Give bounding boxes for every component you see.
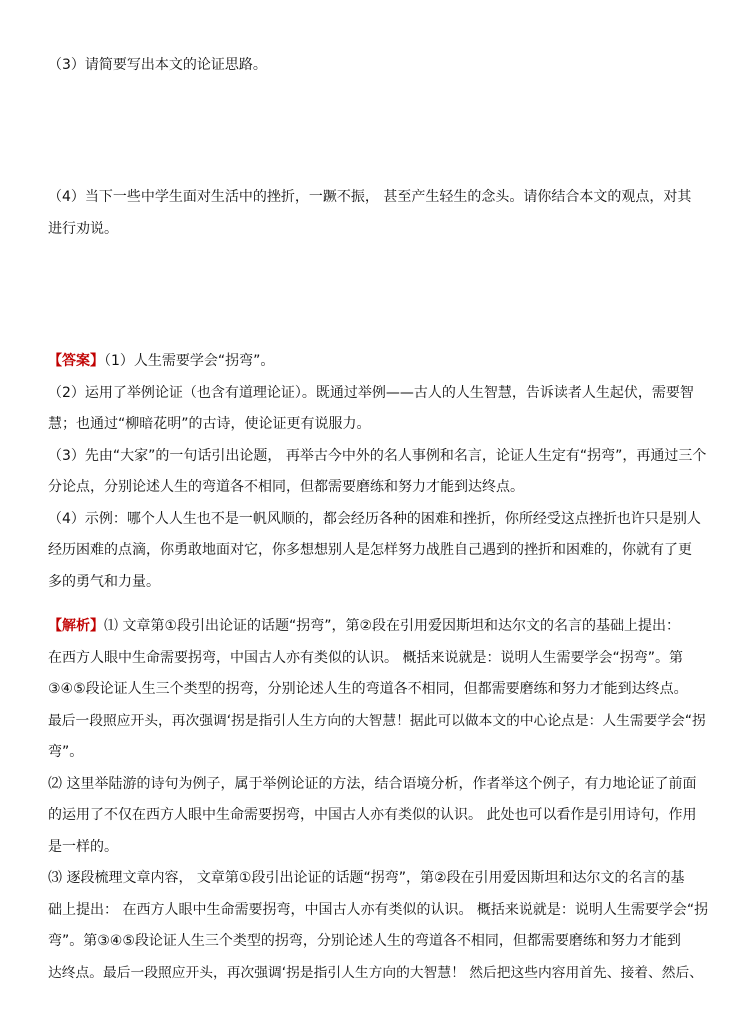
- answer-3-line-1: （3）先由“大家”的一句话引出论题， 再举古今中外的名人事例和名言，论证人生定有“拐弯”，再通过三个: [48, 448, 707, 464]
- analysis-3-line-2: 础上提出： 在西方人眼中生命需要拐弯，中国古人亦有类似的认识。 概括来说就是：说明人生需要学会“拐: [48, 902, 708, 918]
- analysis-1-line-1: [48, 616, 708, 636]
- analysis-2-line-2: 的运用了不仅在西方人眼中生命需要拐弯，中国古人亦有类似的认识。 此处也可以看作是引用诗句，作用: [48, 807, 697, 823]
- answer-4-line-3: 多的勇气和力量。: [48, 574, 160, 590]
- answer-3-line-2: 分论点，分别论述人生的弯道各不相同，但都需要磨练和努力才能到达终点。: [48, 479, 524, 495]
- answer-2-line-1: （2）运用了举例论证（也含有道理论证）。既通过举例——古人的人生智慧，告诉读者人生起伏，需要智: [48, 385, 694, 401]
- analysis-3-line-4: 达终点。最后一段照应开头，再次强调‘拐是指引人生方向的大智慧！ 然后把这些内容用首先、接着、然后、: [48, 965, 703, 981]
- analysis-3-line-1: ⑶ 逐段梳理文章内容， 文章第①段引出论证的话题“拐弯”，第②段在引用爱因斯坦和达尔文的名言的基: [48, 870, 685, 886]
- analysis-1-line-2: 在西方人眼中生命需要拐弯，中国古人亦有类似的认识。 概括来说就是：说明人生需要学会“拐弯”。第: [48, 650, 683, 666]
- analysis-1-text: ⑴ 文章第①段引出论证的话题“拐弯”，第②段在引用爱因斯坦和达尔文的名言的基础上提出：: [104, 618, 681, 634]
- answer-2-line-2: 慧；也通过“柳暗花明”的古诗，使论证更有说服力。: [48, 416, 371, 432]
- analysis-3-line-3: 弯”。第③④⑤段论证人生三个类型的拐弯，分别论述人生的弯道各不相同，但都需要磨练和努力才能到: [48, 933, 681, 949]
- answer-4-line-1: （4）示例：哪个人人生也不是一帆风顺的，都会经历各种的困难和挫折，你所经受这点挫折也许只是别人: [48, 511, 701, 527]
- answer-1-text: （1）人生需要学会“拐弯”。: [104, 353, 275, 369]
- question-4-text-line-2: 进行劝说。: [48, 221, 118, 237]
- analysis-2-line-3: 是一样的。: [48, 839, 118, 855]
- analysis-1-line-4: 最后一段照应开头，再次强调‘拐是指引人生方向的大智慧！据此可以做本文的中心论点是：人生需要学会“拐: [48, 713, 706, 729]
- answer-4-line-2: 经历困难的点滴，你勇敢地面对它，你多想想别人是怎样努力战胜自己遇到的挫折和困难的，你就有了更: [48, 542, 692, 558]
- analysis-1-line-5: 弯”。: [48, 744, 84, 760]
- analysis-1-line-3: ③④⑤段论证人生三个类型的拐弯，分别论述人生的弯道各不相同，但都需要磨练和努力才能到达终点。: [48, 681, 688, 697]
- question-4-text-line-1: （4）当下一些中学生面对生活中的挫折，一蹶不振， 甚至产生轻生的念头。请你结合本文的观点，对其: [48, 189, 692, 205]
- answer-tag: 【答案】: [48, 353, 104, 369]
- analysis-2-line-1: ⑵ 这里举陆游的诗句为例子，属于举例论证的方法，结合语境分析，作者举这个例子，有力地论证了前面: [48, 776, 697, 792]
- analysis-tag: 【解析】: [48, 618, 104, 634]
- question-3-text: （3）请简要写出本文的论证思路。: [48, 57, 267, 73]
- answer-1-line: [48, 351, 708, 371]
